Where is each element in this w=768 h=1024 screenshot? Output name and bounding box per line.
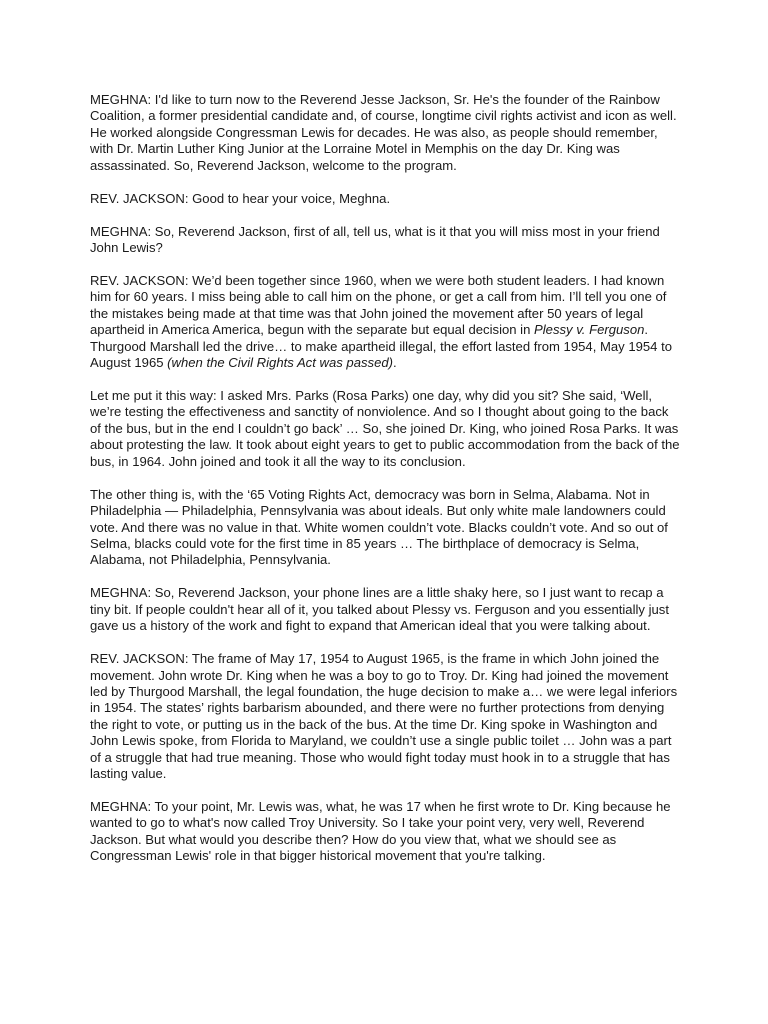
paragraph-jackson-frame — [90, 651, 682, 782]
paragraph-meghna-recap — [90, 585, 682, 634]
paragraph-meghna-question-1 — [90, 224, 682, 257]
paragraph-jackson-answer-1 — [90, 273, 682, 371]
editorial-note-italic: (when the Civil Rights Act was passed) — [167, 355, 394, 371]
paragraph-meghna-intro — [90, 92, 682, 174]
paragraph-meghna-question-2 — [90, 799, 682, 865]
paragraph-jackson-greeting — [90, 191, 682, 207]
case-name-italic: Plessy v. Ferguson — [534, 322, 645, 338]
paragraph-text: MEGHNA: So, Reverend Jackson, your phone lines are a little shaky here, so I just want to recap a tiny bit. If people couldn't hear all of it, you talked about Plessy vs. Ferguson and you essentially just gave us a history of the work and fight to expand that American ideal that you were talking about. — [90, 585, 669, 634]
paragraph-text: The other thing is, with the ‘65 Voting Rights Act, democracy was born in Selma, Alabama. Not in Philadelphia — Philadelphia, Pennsylvania was about ideals. But only white male landowners could vote. And there was no value in that. White women couldn’t vote. Blacks couldn’t vote. And so out of Selma, blacks could vote for the first time in 85 years … The birthplace of democracy is Selma, Alabama, not Philadelphia, Pennsylvania. — [90, 486, 668, 568]
paragraph-text: REV. JACKSON: Good to hear your voice, Meghna. — [90, 190, 391, 206]
paragraph-text: MEGHNA: To your point, Mr. Lewis was, what, he was 17 when he first wrote to Dr. King because he wanted to go to what's now called Troy University. So I take your point very, very well, Reverend Jackson. But what would you describe then? How do you view that, what we should see as Congressman Lewis' role in that bigger historical movement that you're talking. — [90, 798, 671, 864]
paragraph-text: . — [393, 355, 397, 371]
paragraph-text: . Thurgood Marshall led the drive… to make apartheid illegal, the effort lasted from 1954, May 1954 to August 1965 — [90, 322, 673, 371]
paragraph-text: MEGHNA: So, Reverend Jackson, first of all, tell us, what is it that you will miss most in your friend John Lewis? — [90, 223, 660, 256]
paragraph-text: REV. JACKSON: The frame of May 17, 1954 to August 1965, is the frame in which John joined the movement. John wrote Dr. King when he was a boy to go to Troy. Dr. King had joined the movement led by Thurgood Marshall, the legal foundation, the huge decision to make a… we were legal inferiors in 1954. The states’ rights barbarism abounded, and there were no further protections from denying the right to vote, or putting us in the back of the bus. At the time Dr. King spoke in Washington and John Lewis spoke, from Florida to Maryland, we couldn’t use a single public toilet … John was a part of a struggle that had true meaning. Those who would fight today must hook in to a struggle that has lasting value. — [90, 651, 678, 781]
transcript-page — [90, 92, 682, 881]
paragraph-jackson-voting-rights — [90, 487, 682, 569]
paragraph-text: MEGHNA: I'd like to turn now to the Reverend Jesse Jackson, Sr. He's the founder of the Rainbow Coalition, a former presidential candidate and, of course, longtime civil rights activist and icon as well. He worked alongside Congressman Lewis for decades. He was also, as people should remember, with Dr. Martin Luther King Junior at the Lorraine Motel in Memphis on the day Dr. King was assassinated. So, Reverend Jackson, welcome to the program. — [90, 92, 677, 173]
paragraph-text: Let me put it this way: I asked Mrs. Parks (Rosa Parks) one day, why did you sit? She said, ‘Well, we’re testing the effectiveness and sanctity of nonviolence. And so I thought about going to the back of the bus, but in the end I couldn’t go back’ … So, she joined Dr. King, who joined Rosa Parks. It was about protesting the law. It took about eight years to get to public accommodation from the back of the bus, in 1964. John joined and took it all the way to its conclusion. — [90, 388, 680, 469]
paragraph-text: REV. JACKSON: We’d been together since 1960, when we were both student leaders. I had known him for 60 years. I miss being able to call him on the phone, or get a call from him. I’ll tell you one of the mistakes being made at that time was that John joined the movement after 50 years of legal apartheid in America America, begun with the separate but equal decision in — [90, 273, 667, 338]
paragraph-jackson-rosa-parks — [90, 388, 682, 470]
